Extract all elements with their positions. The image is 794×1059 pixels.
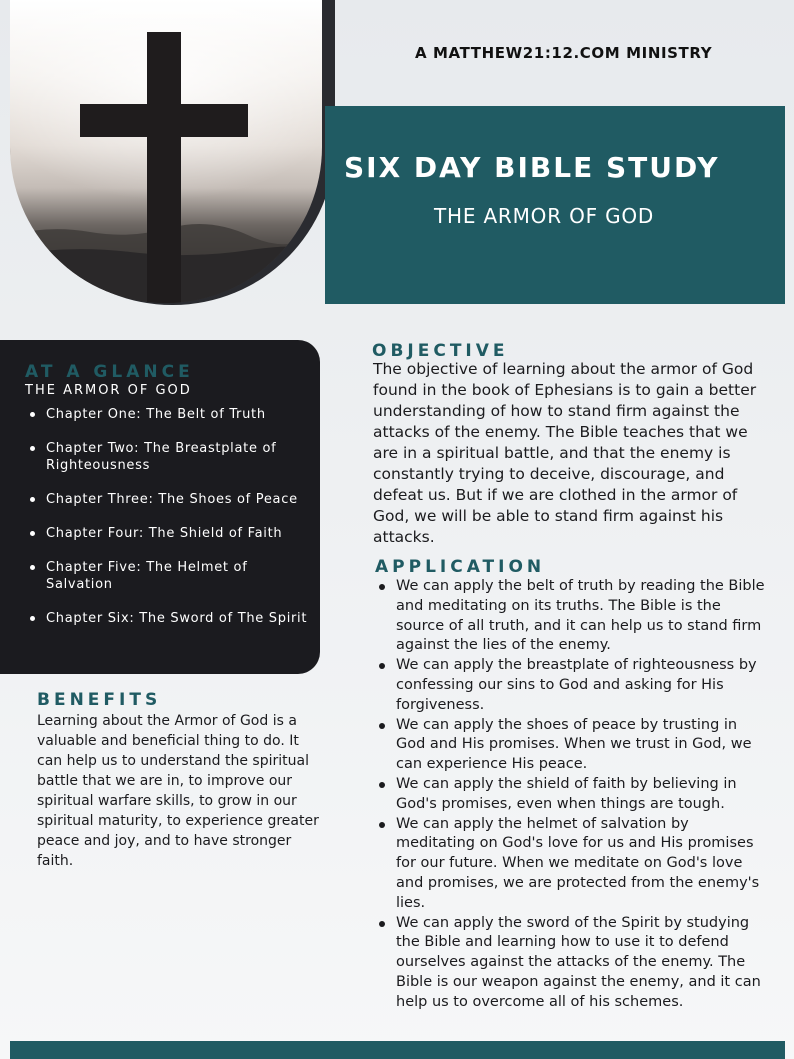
at-a-glance-heading: AT A GLANCE (25, 362, 194, 382)
application-item: We can apply the belt of truth by reading the Bible and meditating on its truths. The Bible is the source of all truth, and it can help us to stand firm against the lies of the enemy. (375, 577, 770, 656)
chapter-item: Chapter Three: The Shoes of Peace (28, 491, 313, 508)
page-title: SIX DAY BIBLE STUDY (344, 151, 720, 184)
application-list (375, 577, 770, 1013)
chapter-item: Chapter Four: The Shield of Faith (28, 525, 313, 542)
application-item: We can apply the breastplate of righteousness by confessing our sins to God and asking for His forgiveness. (375, 656, 770, 715)
application-item: We can apply the shoes of peace by trusting in God and His promises. When we trust in God, we can experience His peace. (375, 716, 770, 775)
at-a-glance-subheading: THE ARMOR OF GOD (25, 383, 192, 398)
application-item: We can apply the shield of faith by believing in God's promises, even when things are tough. (375, 775, 770, 815)
application-item: We can apply the sword of the Spirit by studying the Bible and learning how to use it to defend ourselves against the attacks of the enemy. The Bible is our weapon against the enemy, and it can help us to overcome all of his schemes. (375, 914, 770, 1013)
benefits-text: Learning about the Armor of God is a valuable and beneficial thing to do. It can help us to understand the spiritual battle that we are in, to improve our spiritual warfare skills, to grow in our spiritual maturity, to experience greater peace and joy, and to have stronger faith. (37, 713, 319, 869)
application-item: We can apply the helmet of salvation by meditating on God's love for us and His promises for our future. When we meditate on God's love and promises, we are protected from the enemy's lies. (375, 815, 770, 914)
benefits-heading: BENEFITS (37, 690, 162, 710)
footer-band (10, 1041, 785, 1059)
chapter-list (28, 406, 313, 644)
chapter-item: Chapter Six: The Sword of The Spirit (28, 610, 313, 627)
objective-heading: OBJECTIVE (372, 341, 509, 361)
chapter-item: Chapter One: The Belt of Truth (28, 406, 313, 423)
page-subtitle: THE ARMOR OF GOD (434, 204, 655, 228)
objective-text: The objective of learning about the armor of God found in the book of Ephesians is to gain a better understanding of how to stand firm against the attacks of the enemy. The Bible teaches that we are in a spiritual battle, and that the enemy is constantly trying to deceive, discourage, and defeat us. But if we are clothed in the armor of God, we will be able to stand firm against his attacks. (373, 360, 757, 546)
chapter-item: Chapter Five: The Helmet of Salvation (28, 559, 313, 593)
chapter-item: Chapter Two: The Breastplate of Righteousness (28, 440, 313, 474)
application-heading: APPLICATION (375, 557, 546, 577)
ministry-label: A MATTHEW21:12.COM MINISTRY (415, 44, 713, 62)
cross-photo (10, 0, 322, 303)
